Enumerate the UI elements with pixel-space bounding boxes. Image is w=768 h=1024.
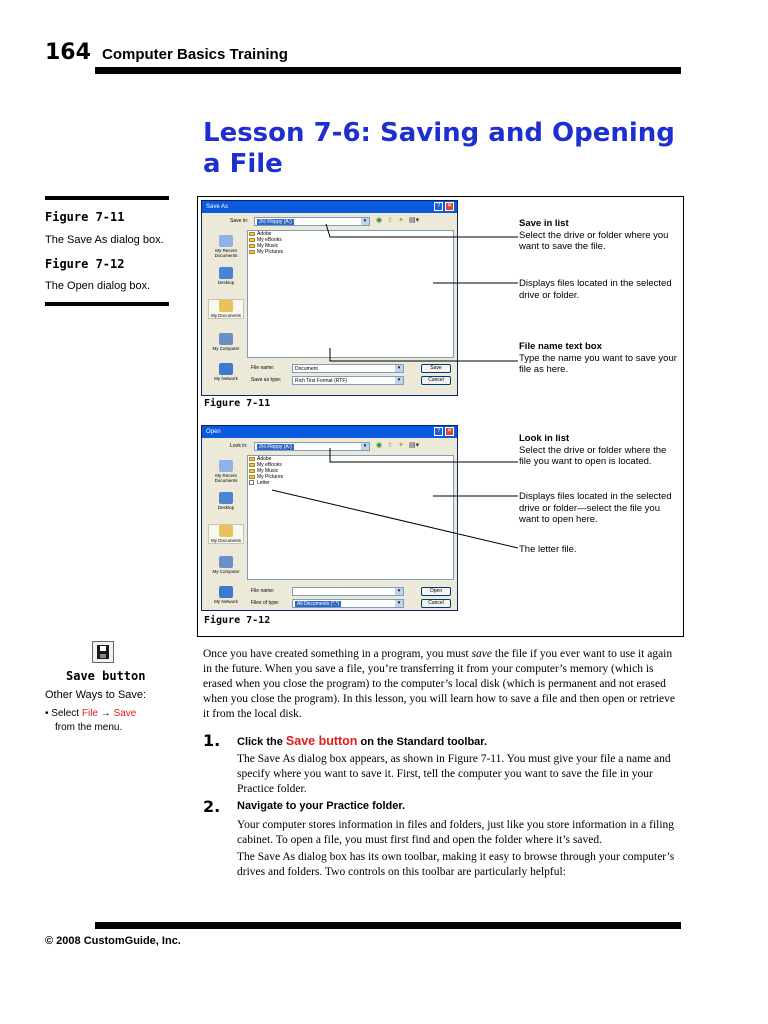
callout-line-look-in <box>330 448 518 462</box>
callout-line-save-in <box>326 224 518 237</box>
callout-file-name-title: File name text box <box>519 341 602 352</box>
chevron-down-icon: ▾ <box>395 365 403 372</box>
step2-text-2: The Save As dialog box has its own toolbar, making it easy to browse through your computer’s drives and folders. Two controls on this toolbar are particularly helpful: <box>237 851 675 878</box>
dialog-title: Save As <box>206 204 229 210</box>
cancel-button[interactable]: Cancel <box>421 376 451 385</box>
views-icon[interactable]: ▤▾ <box>409 442 420 449</box>
chevron-down-icon: ▾ <box>361 218 369 225</box>
arrow-icon: → <box>100 708 111 719</box>
step2-text-1: Your computer stores information in files and folders, just like you store information in a filing cabinet. To open a file, you must first find and open the folder where it’s saved. <box>237 819 675 846</box>
back-icon[interactable]: ◉ <box>376 217 383 224</box>
sidebar-figure2-caption: The Open dialog box. <box>45 280 151 292</box>
file-name-label: File name: <box>251 588 275 594</box>
look-in-value: 3½ Floppy (A:) <box>259 444 292 450</box>
save-as-type-select[interactable]: Rich Text Format (RTF) ▾ <box>292 376 404 385</box>
lesson-title: Lesson 7-6: Saving and Opening a File <box>203 118 675 179</box>
list-item[interactable]: Adobe <box>248 231 453 237</box>
place-recent[interactable]: My Recent Documents <box>208 235 244 258</box>
help-icon[interactable]: ? <box>434 427 443 436</box>
callout-look-in-text: Select the drive or folder where the file you want to open is located. <box>519 444 667 467</box>
place-recent[interactable]: My Recent Documents <box>208 460 244 483</box>
callout-file-name-text: Type the name you want to save your file as here. <box>519 352 677 375</box>
save-as-type-label: Save as type: <box>251 377 282 383</box>
list-item[interactable]: My eBooks <box>248 237 453 243</box>
chevron-down-icon: ▾ <box>361 443 369 450</box>
figure1-label: Figure 7-11 <box>204 398 271 409</box>
save-disk-icon <box>92 641 114 663</box>
place-my-computer[interactable]: My Computer <box>208 556 244 574</box>
list-item[interactable]: My eBooks <box>248 462 453 468</box>
figure2-label: Figure 7-12 <box>204 615 271 626</box>
place-my-documents[interactable]: My Documents <box>208 299 244 319</box>
place-desktop[interactable]: Desktop <box>208 492 244 510</box>
callout-line-file-name <box>330 348 518 361</box>
sidebar-figure1-label: Figure 7-11 <box>45 210 125 224</box>
intro-paragraph: Once you have created something in a program, you must save the file if you ever want to use it again in the future. When you save a file, you’re transferring it from your computer’s memory (which is erased when you close the program) to the computer’s local disk (which is permanent and not erased when you close the program). In this lesson, you will learn how to save a file and then open or retrieve it from the local disk. <box>203 648 676 720</box>
back-icon[interactable]: ◉ <box>376 442 383 449</box>
other-ways-heading: Other Ways to Save: <box>45 689 147 701</box>
up-folder-icon[interactable]: ⇧ <box>387 442 393 449</box>
callout-look-in <box>519 433 679 468</box>
save-button-label: Save button <box>66 669 146 683</box>
copyright: © 2008 CustomGuide, Inc. <box>45 935 181 947</box>
other-ways-item: • Select File → Save from the menu. <box>45 708 137 733</box>
sidebar-figure2-label: Figure 7-12 <box>45 257 125 271</box>
step1-text: The Save As dialog box appears, as shown in Figure 7-11. You must give your file a name and specify where you want to save it. First, tell the computer you want to save the file in your Practice folder. <box>237 753 671 795</box>
close-icon[interactable]: ✕ <box>446 428 453 434</box>
step1-number: 1. <box>203 731 221 750</box>
callout-save-in-text: Select the drive or folder where you want to save the file. <box>519 229 669 252</box>
place-desktop[interactable]: Desktop <box>208 267 244 285</box>
open-button[interactable]: Open <box>421 587 451 596</box>
files-of-type-label: Files of type: <box>251 600 280 606</box>
list-item[interactable]: My Pictures <box>248 474 453 480</box>
chevron-down-icon: ▾ <box>395 600 403 607</box>
file-name-label: File name: <box>251 365 275 371</box>
callout-look-in-title: Look in list <box>519 433 570 444</box>
letter-file[interactable]: Letter <box>248 480 453 486</box>
file-menu-ref: File <box>81 708 98 719</box>
list-item[interactable]: My Music <box>248 243 453 249</box>
up-folder-icon[interactable]: ⇧ <box>387 217 393 224</box>
save-menu-ref: Save <box>113 708 137 719</box>
views-icon[interactable]: ▤▾ <box>409 217 420 224</box>
save-in-value: 3½ Floppy (A:) <box>259 219 292 225</box>
place-my-network[interactable]: My Network <box>208 586 244 604</box>
callout-displays1: Displays files located in the selected drive or folder. <box>519 278 672 301</box>
cancel-button[interactable]: Cancel <box>421 599 451 608</box>
new-folder-icon[interactable]: ✦ <box>398 217 404 224</box>
save-button[interactable]: Save <box>421 364 451 373</box>
save-in-label: Save in: <box>230 218 249 224</box>
help-icon[interactable]: ? <box>434 202 443 211</box>
list-item[interactable]: My Pictures <box>248 249 453 255</box>
callout-displays2: Displays files located in the selected drive or folder—select the file you want to open here. <box>519 491 672 525</box>
list-item[interactable]: My Music <box>248 468 453 474</box>
callout-file-name <box>519 341 679 376</box>
place-my-computer[interactable]: My Computer <box>208 333 244 351</box>
chevron-down-icon: ▾ <box>395 588 403 595</box>
file-name-text-box[interactable]: Document ▾ <box>292 364 404 373</box>
callout-save-in <box>519 218 679 253</box>
sidebar-figure1-caption: The Save As dialog box. <box>45 234 164 246</box>
step2-number: 2. <box>203 797 221 816</box>
files-of-type-select[interactable]: All Documents (*.*) ▾ <box>292 599 404 608</box>
chevron-down-icon: ▾ <box>395 377 403 384</box>
place-my-network[interactable]: My Network <box>208 363 244 381</box>
page-number: 164 <box>45 40 91 65</box>
place-my-documents[interactable]: My Documents <box>208 524 244 544</box>
book-title: Computer Basics Training <box>102 46 288 63</box>
step2-title: Navigate to your Practice folder. <box>237 800 406 812</box>
callout-letter: The letter file. <box>519 544 577 555</box>
save-button-ref: Save button <box>285 734 358 748</box>
footer-rule <box>95 922 681 929</box>
list-item[interactable]: Adobe <box>248 456 453 462</box>
dialog-title: Open <box>206 429 221 435</box>
callout-save-in-title: Save in list <box>519 218 569 229</box>
step1-title: Click the Save button on the Standard toolbar. <box>237 734 488 748</box>
close-icon[interactable]: ✕ <box>446 203 453 209</box>
bullet: • <box>45 708 49 719</box>
look-in-label: Look in: <box>230 443 248 449</box>
new-folder-icon[interactable]: ✦ <box>398 442 404 449</box>
callout-line-letter <box>272 490 518 548</box>
